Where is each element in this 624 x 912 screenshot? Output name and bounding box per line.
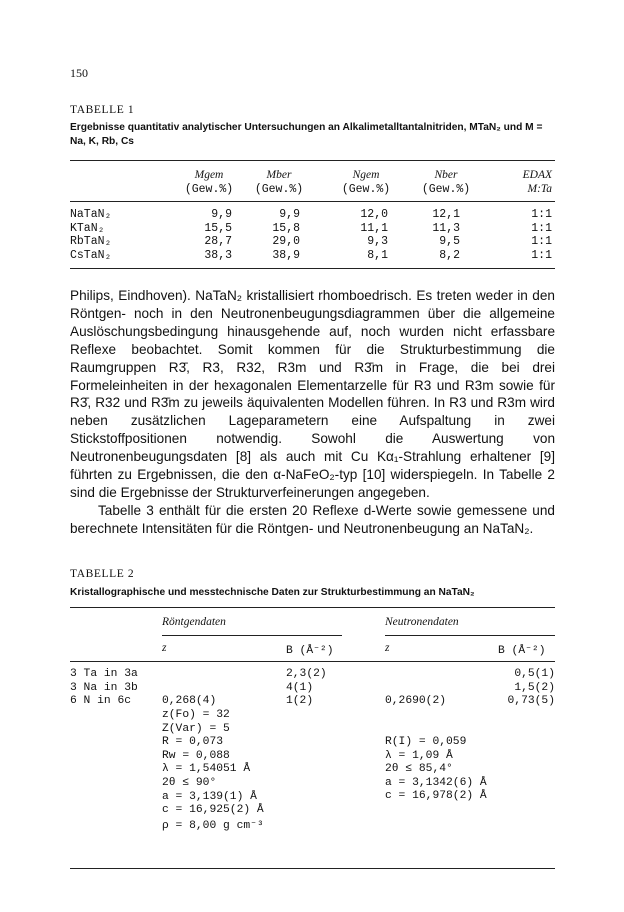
table2-n-z: 0,2690(2) [385, 695, 447, 708]
table1-cell: 15,8 [272, 221, 300, 235]
table1-cell: 9,9 [211, 208, 232, 221]
page-number: 150 [70, 66, 88, 80]
table1-cell: 9,9 [279, 208, 300, 221]
table1-header-rule [70, 201, 555, 202]
table2-group-neutron-rule [385, 635, 555, 636]
table2-group-roentgen: Röntgendaten [162, 616, 226, 628]
table1-cell: 12,0 [360, 208, 388, 221]
table1-header-mber: Mber [266, 169, 292, 181]
table1-row-name: NaTaN₂ [70, 208, 112, 221]
table2-x-b: 4(1) [286, 681, 314, 694]
table2-col-b-n: B (Å⁻²) [498, 645, 546, 657]
table2-x-b: 2,3(2) [286, 668, 327, 680]
table1-row-name: KTaN₂ [70, 221, 105, 235]
table1-cell: 9,5 [439, 235, 460, 249]
table2-site: 6 N in 6c [70, 695, 132, 708]
table1-unit-mgem: (Gew.%) [184, 183, 234, 196]
table2-bottom-rule [70, 868, 555, 869]
table1-unit-edax: M:Ta [527, 183, 552, 195]
table2-site: 3 Na in 3b [70, 681, 138, 694]
table2-n-b: 1,5(2) [514, 681, 555, 694]
table2-n-param: λ = 1,09 Å [385, 749, 453, 762]
table1-unit-mber: (Gew.%) [254, 183, 304, 196]
table1-unit-nber: (Gew.%) [421, 183, 471, 196]
table2-x-param: R = 0,073 [162, 736, 224, 749]
table2-x-param: a = 3,139(1) Å [162, 790, 257, 803]
table2-col-b-x: B (Å⁻²) [286, 645, 334, 657]
table1-unit-ngem: (Gew.%) [341, 183, 391, 196]
table1-cell: 28,7 [204, 235, 232, 249]
table1-cell: 11,1 [360, 221, 388, 235]
table2-x-param: Z(Var) = 5 [162, 722, 230, 735]
table2-caption: TABELLE 2 [70, 568, 135, 580]
table2-x-param: 2θ ≤ 90° [162, 777, 217, 789]
table1-cell: 11,3 [432, 221, 460, 235]
table1-cell: 38,3 [204, 248, 232, 262]
table2-x-b: 1(2) [286, 695, 314, 708]
table1-header-ngem: Ngem [352, 169, 380, 181]
table2-n-b: 0,5(1) [514, 668, 555, 680]
table2-top-rule [70, 607, 555, 608]
table1-title: Ergebnisse quantitativ analytischer Untersuchungen an Alkalimetalltantalnitriden, MTaN₂ und M = Na, K, Rb, Cs [70, 122, 543, 147]
table2-header-rule [70, 661, 555, 662]
table1-caption: TABELLE 1 [70, 104, 135, 116]
table2-title: Kristallographische und messtechnische Daten zur Strukturbestimmung an NaTaN₂ [70, 587, 475, 598]
table2-n-param: 2θ ≤ 85,4° [385, 763, 453, 776]
table2-col-z-x: z [162, 642, 167, 654]
table1-cell: 38,9 [272, 248, 300, 262]
table1-cell: 8,1 [367, 248, 388, 262]
table1-top-rule [70, 160, 555, 161]
table1-row-name: RbTaN₂ [70, 235, 112, 249]
paragraph-1: Philips, Eindhoven). NaTaN₂ kristallisiert rhomboedrisch. Es treten weder in den Röntgen- noch in den Neutronenbeugungsdiagrammen über die allgemeine Auslöschungsbedingung hinausgehende auf, noch wurden nicht erfassbare Reflexe beobachtet. Somit kommen für die Strukturbestimmung die Raumgruppen R3̄, R3, R32, R3m und R3̄m in Frage, die bei drei Formeleinheiten in der hexagonalen Elementarzelle für R3 und R3m sowie für R3̄, R32 und R3̄m zu jeweils äquivalenten Modellen führen. In R3 und R3m wird neben zusätzlichen Lageparametern eine Aufspaltung in zwei Stickstoffpositionen notwendig. Sowohl die Auswertung von Neutronenbeugungsdaten [8] als auch mit Cu Kα₁-Strahlung erhaltener [9] führten zu Ergebnissen, die den α-NaFeO₂-typ [10] widerspiegeln. In Tabelle 2 sind die Ergebnisse der Strukturverfeinerungen angegeben. [70, 288, 555, 500]
table1-cell: 29,0 [272, 235, 300, 249]
table1-bottom-rule [70, 268, 555, 269]
table1-cell: 15,5 [204, 221, 232, 235]
table2-n-param: a = 3,1342(6) Å [385, 776, 487, 789]
body-text [70, 287, 555, 538]
table2-site: 3 Ta in 3a [70, 668, 138, 680]
table1-cell: 8,2 [439, 248, 460, 262]
table2-group-roentgen-rule [162, 635, 342, 636]
table1-cell: 1:1 [531, 208, 552, 221]
table2-n-b: 0,73(5) [507, 695, 555, 708]
table2-n-param: R(I) = 0,059 [385, 736, 467, 748]
table1-cell: 9,3 [367, 235, 388, 249]
paragraph-2: Tabelle 3 enthält für die ersten 20 Reflexe d-Werte sowie gemessene und berechnete Intensitäten für die Röntgen- und Neutronenbeugung an NaTaN₂. [70, 502, 555, 536]
table2-x-param: λ = 1,54051 Å [162, 763, 251, 776]
table1-cell: 12,1 [432, 208, 460, 221]
table1-header-edax: EDAX [522, 169, 552, 181]
table1-header-nber: Nber [434, 169, 458, 181]
table2-n-param: c = 16,978(2) Å [385, 790, 487, 803]
table2-group-neutron: Neutronendaten [385, 616, 459, 628]
table2-x-param: z(Fo) = 32 [162, 709, 230, 721]
table1-cell: 1:1 [531, 248, 552, 262]
table2-x-param: Rw = 0,088 [162, 749, 230, 762]
table2-x-z: 0,268(4) [162, 695, 217, 708]
table1-cell: 1:1 [531, 221, 552, 235]
table1-header-mgem: Mgem [194, 169, 224, 181]
table2-x-param: ρ = 8,00 g cm⁻³ [162, 819, 264, 832]
table2-x-param: c = 16,925(2) Å [162, 804, 264, 817]
table1-row-name: CsTaN₂ [70, 248, 112, 262]
table1-cell: 1:1 [531, 235, 552, 249]
table2-col-z-n: z [385, 642, 390, 654]
